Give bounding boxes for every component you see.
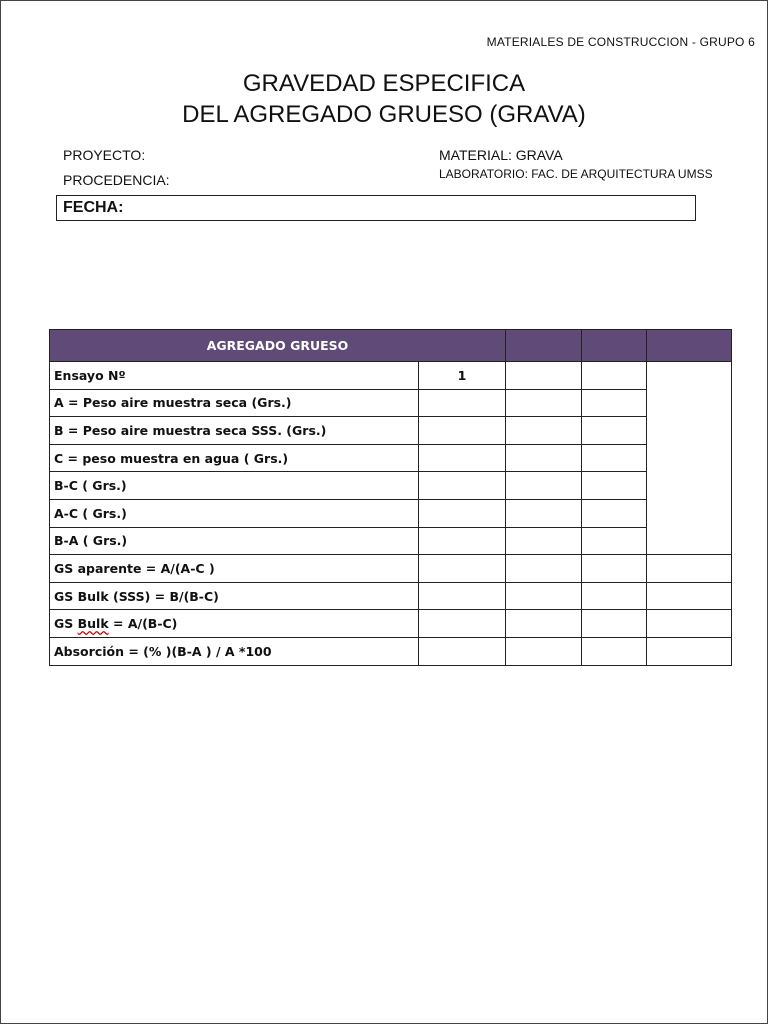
laboratorio-label: LABORATORIO: FAC. DE ARQUITECTURA UMSS (439, 167, 713, 181)
table-row (50, 362, 732, 390)
merged-cell[interactable] (647, 362, 732, 555)
value-cell[interactable] (582, 527, 647, 555)
row-label: Absorción = (% )(B-A ) / A *100 (50, 637, 419, 665)
value-cell[interactable] (582, 362, 647, 390)
table-row (50, 527, 732, 555)
value-cell[interactable] (419, 582, 506, 610)
table-row (50, 499, 732, 527)
procedencia-label: PROCEDENCIA: (63, 172, 170, 188)
value-cell[interactable] (419, 472, 506, 500)
value-cell[interactable] (506, 527, 582, 555)
title-line-1: GRAVEDAD ESPECIFICA (242, 70, 526, 97)
value-cell[interactable] (582, 582, 647, 610)
course-note: MATERIALES DE CONSTRUCCION - GRUPO 6 (486, 35, 755, 49)
header-cell (506, 330, 582, 362)
table-row (50, 555, 732, 583)
value-cell[interactable] (506, 389, 582, 417)
row-label: Ensayo Nº (50, 362, 419, 390)
row-label: B-C ( Grs.) (50, 472, 419, 500)
value-cell[interactable] (506, 610, 582, 638)
value-cell[interactable] (419, 637, 506, 665)
value-cell[interactable] (582, 417, 647, 445)
table-row (50, 472, 732, 500)
value-cell[interactable] (647, 637, 732, 665)
value-cell[interactable] (582, 444, 647, 472)
value-cell[interactable] (506, 637, 582, 665)
value-cell[interactable] (647, 610, 732, 638)
proyecto-label: PROYECTO: (63, 147, 146, 163)
row-label: B-A ( Grs.) (50, 527, 419, 555)
fecha-field[interactable] (56, 195, 696, 221)
table-row (50, 610, 732, 638)
value-cell[interactable] (506, 582, 582, 610)
value-cell[interactable]: 1 (419, 362, 506, 390)
title-line-2: DEL AGREGADO GRUESO (GRAVA) (182, 101, 586, 128)
value-cell[interactable] (582, 610, 647, 638)
row-label: GS Bulk (SSS) = B/(B-C) (50, 582, 419, 610)
value-cell[interactable] (506, 444, 582, 472)
value-cell[interactable] (647, 582, 732, 610)
label-prefix: GS (54, 616, 78, 632)
row-label: C = peso muestra en agua ( Grs.) (50, 444, 419, 472)
table-row (50, 582, 732, 610)
value-cell[interactable] (582, 472, 647, 500)
header-cell (647, 330, 732, 362)
label-suffix: = A/(B-C) (108, 616, 178, 632)
value-cell[interactable] (647, 555, 732, 583)
table-row (50, 389, 732, 417)
table-header-row (50, 330, 732, 362)
agregado-grueso-table (49, 329, 732, 666)
material-label: MATERIAL: GRAVA (439, 147, 563, 163)
value-cell[interactable] (419, 389, 506, 417)
value-cell[interactable] (582, 555, 647, 583)
value-cell[interactable] (582, 389, 647, 417)
value-cell[interactable] (582, 637, 647, 665)
value-cell[interactable] (506, 499, 582, 527)
table-row (50, 417, 732, 445)
row-label (50, 610, 419, 638)
value-cell[interactable] (419, 555, 506, 583)
row-label: B = Peso aire muestra seca SSS. (Grs.) (50, 417, 419, 445)
fecha-label: FECHA: (63, 199, 124, 216)
header-cell (582, 330, 647, 362)
row-label: GS aparente = A/(A-C ) (50, 555, 419, 583)
value-cell[interactable] (419, 610, 506, 638)
value-cell[interactable] (419, 499, 506, 527)
value-cell[interactable] (582, 499, 647, 527)
table-row (50, 637, 732, 665)
row-label: A = Peso aire muestra seca (Grs.) (50, 389, 419, 417)
value-cell[interactable] (506, 362, 582, 390)
value-cell[interactable] (506, 555, 582, 583)
value-cell[interactable] (419, 444, 506, 472)
label-underlined: Bulk (77, 616, 109, 632)
row-label: A-C ( Grs.) (50, 499, 419, 527)
value-cell[interactable] (419, 417, 506, 445)
table-row (50, 444, 732, 472)
value-cell[interactable] (419, 527, 506, 555)
value-cell[interactable] (506, 472, 582, 500)
table-header: AGREGADO GRUESO (50, 330, 506, 362)
value-cell[interactable] (506, 417, 582, 445)
